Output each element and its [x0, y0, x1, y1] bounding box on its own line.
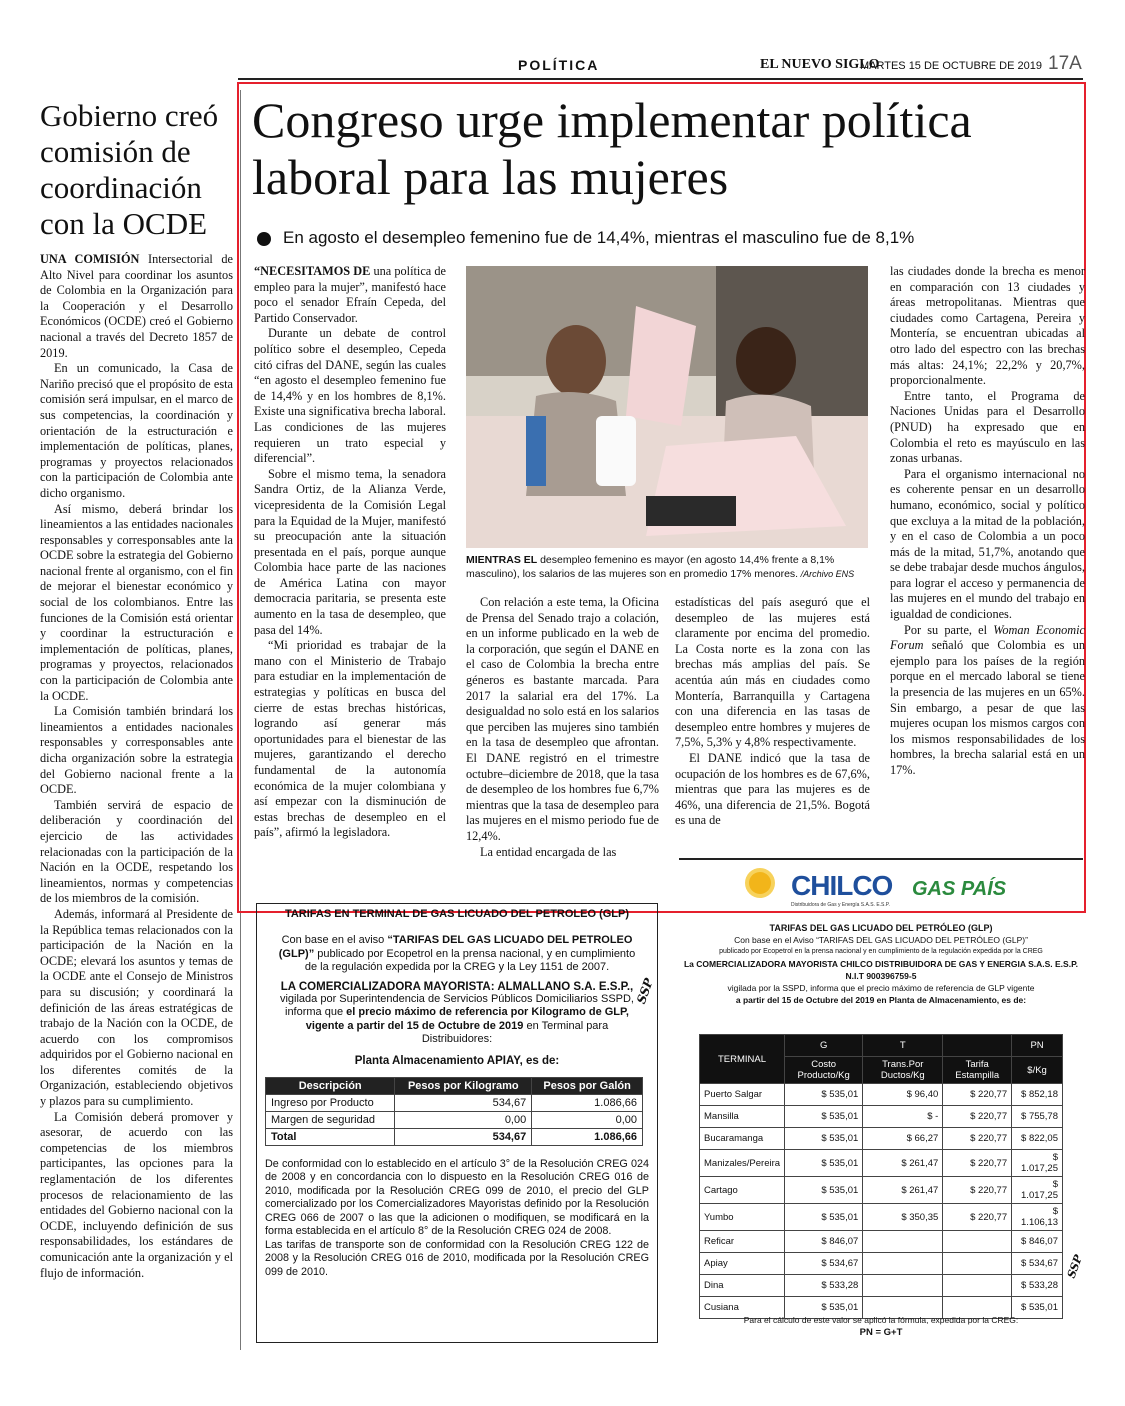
forum-name: Woman Economic Forum	[890, 622, 1085, 653]
issue-date: MARTES 15 DE OCTUBRE DE 2019	[860, 60, 1042, 72]
photo-credit: /Archivo ENS	[798, 569, 855, 579]
table-row: Apiay $ 534,67 $ 534,67	[700, 1253, 1063, 1275]
section-label: POLÍTICA	[518, 57, 600, 73]
caption-text: desempleo femenino es mayor (en agosto 14,4% frente a 8,1% masculino), los salarios de las mujeres son en promedio 17% menores.	[466, 554, 835, 580]
caption-lead: MIENTRAS EL	[466, 554, 538, 566]
table-row: Mansilla $ 535,01 $ - $ 220,77 $ 755,78	[700, 1106, 1063, 1128]
main-column-2	[466, 595, 659, 895]
table-row: Dina $ 533,28 $ 533,28	[700, 1275, 1063, 1297]
main-paragraph: Con relación a este tema, la Oficina de Prensa del Senado trajo a colación, en un informe publicado en la web de la corporación, que según el DANE en el caso de Colombia la brecha entre géneros es bastante marcada. Para 2017 la salarial era del 17%. La desigualdad no solo está en los salarios que perciben las mujeres sino también en la tasa de desempleo que afrontan. El DANE registró en el trimestre octubre–diciembre de 2018, que la tasa de desempleo de los hombres fue 6,7% mientras que la tasa de desempleo para las mujeres en el mismo periodo fue de 12,4%.	[466, 595, 659, 843]
notice-title: TARIFAS EN TERMINAL DE GAS LICUADO DEL PETROLEO (GLP)	[284, 908, 630, 920]
table-row: Ingreso por Producto 534,67 1.086,66	[266, 1094, 643, 1111]
main-paragraph: El DANE indicó que la tasa de ocupación de los hombres es de 67,6%, mientras que para las mujeres es de 46%, una diferencia de 21,5%. Bogotá es una de	[675, 750, 870, 828]
notice-legal-note: De conformidad con lo establecido en el artículo 3° de la Resolución CREG 024 de 2008 y en concordancia con lo dispuesto en la Resolución CREG 016 de 2010, modificada por la Resolución CREG 099 de 2010, el precio del GLP comercializado por los Comercializadores Mayoristas definido por la Resolución CREG 066 de 2007 o las que la adicionen o modifiquen, se modificará en la forma establecida en el artículo 8° de la Resolución CREG 024 de 2008.	[265, 1157, 649, 1237]
main-lead: “NECESITAMOS DE	[254, 264, 371, 278]
table-row: Margen de seguridad 0,00 0,00	[266, 1111, 643, 1128]
notice-statement: vigilada por Superintendencia de Servicios Públicos Domiciliarios SSPD, informa que el precio máximo de referencia por Kilogramo de GLP, vigente a partir del 15 de Octubre de 2019 en Terminal para Distribuidores:	[279, 992, 634, 1045]
notice-company: LA COMERCIALIZADORA MAYORISTA: ALMALLANO S.A. E.S.P.,	[280, 980, 634, 993]
sun-logo-icon	[749, 872, 771, 894]
side-paragraph: Además, informará al Presidente de la República temas relacionados con la participación de la Nación en la OCDE; elevará los asuntos y temas de la OCDE ante el Consejo de Ministros para su discusión; y coordinará la definición de las áreas estratégicas de trabajo de la Nación con la OCDE, de acuerdo con los compromisos adquiridos por el Gobierno nacional en los diferentes comités de la Organización, estableciendo objetivos y plazos para su cumplimiento.	[40, 906, 233, 1109]
table-row: Bucaramanga $ 535,01 $ 66,27 $ 220,77 $ 822,05	[700, 1128, 1063, 1150]
main-paragraph: Sobre el mismo tema, la senadora Sandra Ortiz, de la Alianza Verde, vicepresidenta de la Comisión Legal para la Equidad de la Mujer, manifestó su preocupación ante la situación presentada en el país, porque aunque Colombia hace parte de las naciones de América Latina con mayor democracia paritaria, se presenta este aumento en la tasa de desempleo, que pasa del 14%.	[254, 466, 446, 637]
main-headline: Congreso urge implementar política laboral para las mujeres	[252, 92, 972, 205]
side-paragraph: La Comisión deberá promover y asesorar, de acuerdo con las competencias de los miembros participantes, las opciones para la reglamentación de los diferentes procesos de relacionamiento de las entidades del Gobierno nacional con la OCDE, incluyendo definición de sus responsabilidades, los estándares de comunicación ante la organización y el flujo de información.	[40, 1109, 233, 1280]
notice-transport-note: Las tarifas de transporte son de conformidad con la Resolución CREG 122 de 2008 y la Resolución CREG 016 de 2010, modificada por la Resolución CREG 099 de 2010.	[265, 1238, 649, 1278]
formula-note: Para el cálculo de este valor se aplicó la fórmula, expedida por la CREG:	[743, 1315, 1019, 1325]
chilco-logo-sub: Distribuidora de Gas y Energía S.A.S. E.S.P.	[791, 902, 890, 908]
page-number: 17A	[1048, 53, 1082, 74]
photo-caption	[466, 553, 870, 581]
side-paragraph: En un comunicado, la Casa de Nariño precisó que el propósito de esta comisión será impulsar, en el marco de sus competencias, la coordinación y orientación de la estructuración e implementación de políticas, planes, programas y proyectos relacionados con la participación de Colombia ante dicho organismo.	[40, 361, 233, 500]
side-article-body	[40, 252, 233, 1352]
table-row: Yumbo $ 535,01 $ 350,35 $ 220,77 $ 1.106,13	[700, 1204, 1063, 1231]
side-paragraph: Así mismo, deberá brindar los lineamientos a las entidades nacionales responsables y corresponsables ante la OCDE sobre la estrategia del Gobierno nacional frente al organismo, con el fin de mejorar el bienestar económico y social de los colombianos. Entre las funciones de la Comisión está orientar y coordinar la estructuración e implementación de políticas, planes, programas y proyectos, relacionados con la participación de Colombia ante la OCDE.	[40, 501, 233, 703]
sspd-seal: SSP	[1064, 1253, 1086, 1280]
table-row: Reficar $ 846,07 $ 846,07	[700, 1231, 1063, 1253]
main-column-4	[890, 264, 1085, 844]
chilco-logo: CHILCO	[791, 870, 893, 901]
table-row: Cartago $ 535,01 $ 261,47 $ 220,77 $ 1.017,25	[700, 1177, 1063, 1204]
main-column-1	[254, 264, 446, 894]
side-headline: Gobierno creó comisión de coordinación con la OCDE	[40, 98, 219, 241]
table-row: Total 534,67 1.086,66	[266, 1128, 643, 1145]
main-paragraph: Por su parte, el	[904, 622, 994, 637]
main-paragraph: estadísticas del país aseguró que el desempleo de las mujeres está claramente por encima del promedio. La Costa norte es la zona con las brechas más amplias del país. Se acentúa aún más en ciudades como Montería, Barranquilla y Cartagena con una diferencia en las tasas de desempleo entre hombres y mujeres de 7,5%, 5,3% y 4,8% respectivamente.	[675, 595, 870, 750]
main-paragraph: las ciudades donde la brecha es menor en comparación con 13 ciudades y áreas metropolitanas. Mientras que ciudades como Cartagena, Pereira y Montería, se encuentran ubicadas al otro lado del espectro con las brechas más altas: 24,1%; 22,2% y 20,7%, proporcionalmente.	[890, 264, 1085, 388]
notice-intro: Con base en el aviso “TARIFAS DEL GAS LICUADO DEL PETROLEO (GLP)” publicado por Ecopetrol en la prensa nacional, y en cumplimiento de la regulación expedida por la CREG y la Ley 1151 de 2007.	[278, 934, 636, 973]
header-rule	[238, 78, 1083, 80]
article-photo	[466, 266, 868, 548]
table-row: Puerto Salgar $ 535,01 $ 96,40 $ 220,77 $ 852,18	[700, 1084, 1063, 1106]
main-paragraph: Durante un debate de control político sobre el desempleo, Cepeda citó cifras del DANE, según las cuales “en agosto el desempleo femenino fue de 14,4% y en los hombres de 8,1%. Existe una significativa brecha laboral. Las condiciones de las mujeres requieren un trato especial y diferencial”.	[254, 326, 446, 466]
table-row: Manizales/Pereira $ 535,01 $ 261,47 $ 220,77 $ 1.017,25	[700, 1150, 1063, 1177]
main-column-3	[675, 595, 870, 845]
side-paragraph: También servirá de espacio de deliberación y coordinación del ejercicio de las actividades relacionadas con la participación de la Nación en la OCDE, respetando los lineamientos, normas y competencias de los miembros de la comisión.	[40, 797, 233, 906]
sspd-seal: SSP	[634, 976, 657, 1006]
chilco-price-table: TERMINAL G T PN Costo Producto/Kg Trans.Por Ductos/Kg Tarifa Estampilla $/Kg Puerto Salgar $ 535,01 $ 96,40 $ 220,77 $ 852,18 Mansilla $ 535,01 $ - $ 220,77 $ 755,78 Bucaramanga $ 535,01 $ 66,27 $ 220,77 $ 822,05 Manizales/Pereira $ 535,01 $ 261,47 $ 220,77 $ 1.017,25 Cartago $ 535,01 $ 261,47 $ 220,77 $ 1.017,25 Yumbo $ 535,01 $ 350,35 $ 220,77 $ 1.106,13 Reficar $ 846,07 $ 846,07 Apiay $ 534,67 $ 534,67 Dina $ 533,28 $ 533,28 Cusiana $ 535,01 $ 535,01	[699, 1034, 1063, 1319]
main-paragraph: Entre tanto, el Programa de Naciones Unidas para el Desarrollo (PNUD) ha expresado que en Colombia el reto es mayúsculo en las zonas urbanas.	[890, 388, 1085, 466]
chilco-notice-text: TARIFAS DEL GAS LICUADO DEL PETRÓLEO (GLP) Con base en el Aviso “TARIFAS DEL GAS LICUADO DEL PETRÓLEO (GLP)” publicado por Ecopetrol en la prensa nacional y en cumplimiento de la regulación expedida por la CREG La COMERCIALIZADORA MAYORISTA CHILCO DISTRIBUIDORA DE GAS Y ENERGIA S.A.S. E.S.P. N.I.T 900396759-5 vigilada por la SSPD, informa que el precio máximo de referencia de GLP vigente a partir del 15 de Octubre del 2019 en Planta de Almacenamiento, es de:	[683, 923, 1079, 1005]
table-row: Cusiana $ 535,01 $ 535,01	[700, 1297, 1063, 1319]
notice-plant: Planta Almacenamiento APIAY, es de:	[354, 1054, 560, 1067]
gas-tariff-notice-almallano	[256, 903, 658, 1343]
main-paragraph: señaló que Colombia es un ejemplo para los países de la región porque en el mercado laboral se tiene la presencia de las mujeres en un 65%. Sin embargo, a pesar de que las mujeres ocupan los mismos cargos con los mismos responsabilidades de los hombres, la brecha salarial está en un 17%.	[890, 638, 1085, 777]
gas-tariff-notice-chilco	[679, 858, 1086, 1343]
price-table: Descripción Pesos por Kilogramo Pesos por Galón Ingreso por Producto 534,67 1.086,66 Margen de seguridad 0,00 0,00 Total 534,67 1.086,66	[265, 1077, 643, 1146]
main-paragraph: una política de empleo para la mujer”, manifestó hace poco el senador Efraín Cepeda, del Partido Conservador.	[254, 264, 446, 325]
newspaper-name: EL NUEVO SIGLO	[760, 57, 880, 72]
main-paragraph: La entidad encargada de las	[480, 844, 617, 859]
side-paragraph: Intersectorial de Alto Nivel para coordinar los asuntos de Colombia en la Organización para la Cooperación y el Desarrollo Económicos (OCDE) creó el Gobierno nacional a través del Decreto 1857 de 2019.	[40, 252, 233, 360]
main-subtitle: En agosto el desempleo femenino fue de 14,4%, mientras el masculino fue de 8,1%	[283, 228, 915, 247]
main-paragraph: “Mi prioridad es trabajar de la mano con el Ministerio de Trabajo para estudiar en la implementación de estrategias y políticas en busca del cierre de estas brechas históricas, logrando así generar más oportunidades para el bienestar de las mujeres, garantizando el derecho fundamental de la autonomía económica de la mujer colombiana y así empezar con la disminución de estas brechas de desempleo en el país”, afirmó la legisladora.	[254, 638, 446, 840]
side-lead: UNA COMISIÓN	[40, 252, 140, 266]
bullet-icon	[257, 232, 271, 246]
main-paragraph: Para el organismo internacional no es coherente pensar en un desarrollo humano, económico, social y político que excluya a la mitad de la población, y en el caso de Colombia a un poco más de la mitad, 51,7%, anotando que se debe trabajar desde muchos ángulos, para lograr el acceso y permanencia de las mujeres en el mundo del trabajo en igualdad de condiciones.	[890, 466, 1085, 622]
side-paragraph: La Comisión también brindará los lineamientos a entidades nacionales responsables y corresponsables ante dicha organización sobre la estrategia del Gobierno nacional frente a la OCDE.	[40, 704, 233, 797]
gaspais-logo: GAS PAÍS	[912, 878, 1007, 900]
formula: PN = G+T	[859, 1327, 903, 1338]
